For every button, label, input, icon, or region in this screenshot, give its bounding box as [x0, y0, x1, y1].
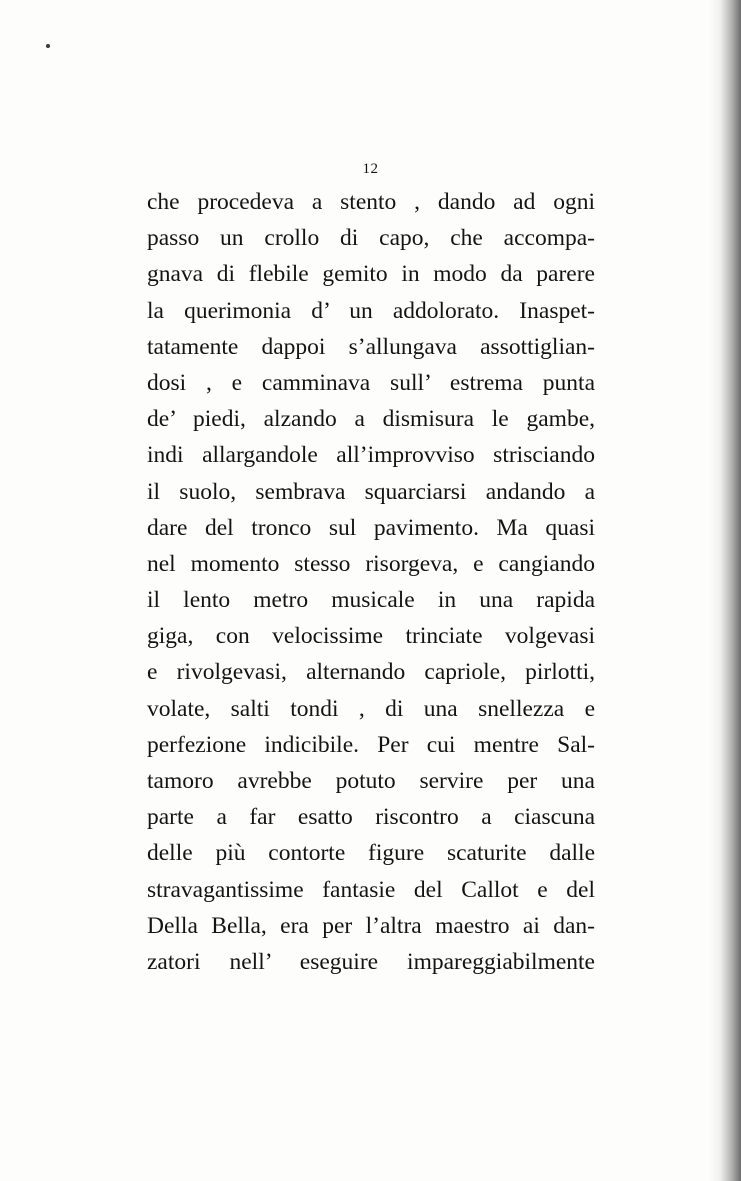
text-line-18: parte a far esatto riscontro a ciascuna — [147, 804, 595, 831]
text-line-12: il lento metro musicale in una rapida — [147, 587, 595, 614]
text-line-4: la querimonia d’ un addolorato. Inaspet- — [147, 297, 595, 324]
text-line-6: dosi , e camminava sull’ estrema punta — [147, 369, 595, 396]
text-line-8: indi allargandole all’improvviso strisciando — [147, 442, 595, 469]
text-line-3: gnava di flebile gemito in modo da parere — [147, 261, 595, 288]
text-line-20: stravagantissime fantasie del Callot e del — [147, 876, 595, 903]
text-line-19: delle più contorte figure scaturite dalle — [147, 840, 595, 867]
text-line-15: volate, salti tondi , di una snellezza e — [147, 695, 595, 722]
text-line-14: e rivolgevasi, alternando capriole, pirlotti, — [147, 659, 595, 686]
text-line-11: nel momento stesso risorgeva, e cangiando — [147, 550, 595, 577]
page-number: 12 — [362, 161, 379, 177]
paper-speck — [46, 44, 50, 48]
text-line-1: che procedeva a stento , dando ad ogni — [147, 189, 595, 215]
body-text — [147, 184, 595, 980]
text-line-22: zatori nell’ eseguire impareggiabilmente — [147, 948, 595, 975]
text-line-2: passo un crollo di capo, che accompa- — [147, 225, 595, 252]
text-line-10: dare del tronco sul pavimento. Ma quasi — [147, 514, 595, 541]
text-line-17: tamoro avrebbe potuto servire per una — [147, 768, 595, 794]
text-line-7: de’ piedi, alzando a dismisura le gambe, — [147, 406, 595, 433]
text-line-5: tatamente dappoi s’allungava assottiglian- — [147, 333, 595, 360]
text-line-13: giga, con velocissime trinciate volgevasi — [147, 623, 595, 650]
text-line-16: perfezione indicibile. Per cui mentre Sal- — [147, 731, 595, 758]
text-line-9: il suolo, sembrava squarciarsi andando a — [147, 478, 595, 505]
text-line-21: Della Bella, era per l’altra maestro ai dan- — [147, 912, 595, 939]
